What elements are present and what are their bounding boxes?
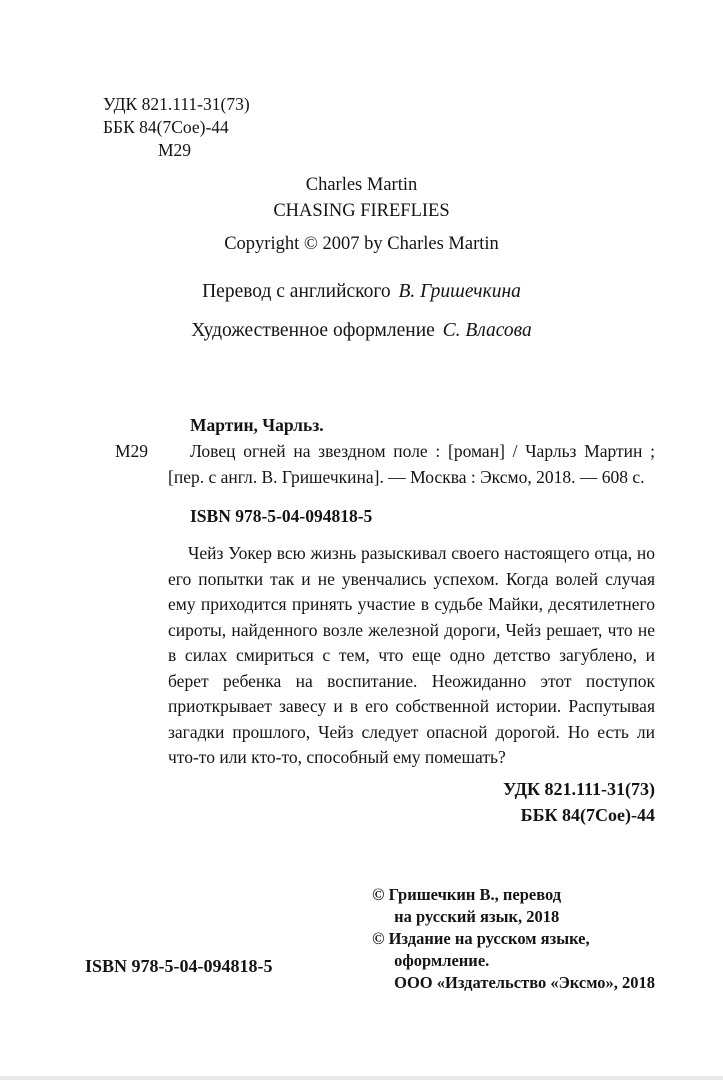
- catalog-entry: Ловец огней на звездном поле : [роман] / Чарльз Мартин ; [пер. с англ. В. Гришечкина]. — Москва : Эксмо, 2018. — 608 с.: [168, 441, 655, 487]
- annotation-paragraph: Чейз Уокер всю жизнь разыскивал своего настоящего отца, но его попытки так и не увенчались успехом. Когда волей случая ему приходится принять участие в судьбе Майки, десятилетнего сироты, найденного возле железной дороги, Чейз решает, что не в силах смириться с тем, что еще одно детство загублено, и берет ребенка на воспитание. Неожиданно этот поступок приоткрывает завесу и в его собственной истории. Распутывая загадки прошлого, Чейз следует опасной дорогой. Но есть ли что-то или кто-то, способный ему помешать?: [168, 543, 655, 767]
- catalog-author-heading: Мартин, Чарльз.: [190, 415, 324, 435]
- rights-line: на русский язык, 2018: [394, 906, 560, 926]
- original-edition-block: [0, 172, 723, 257]
- bbk-code-top: ББК 84(7Сое)-44: [103, 117, 229, 137]
- imprint-block: [85, 884, 655, 994]
- design-label: Художественное оформление: [191, 320, 435, 341]
- credits-block: [0, 279, 723, 344]
- page-bottom-edge: [0, 1076, 723, 1080]
- design-credit: [0, 318, 723, 344]
- isbn-bottom: ISBN 978-5-04-094818-5: [85, 955, 273, 976]
- udk-code-bottom: УДК 821.111-31(73): [503, 778, 655, 799]
- rights-line: © Издание на русском языке,: [372, 928, 590, 948]
- translation-credit: [0, 279, 723, 305]
- catalog-card: [115, 412, 655, 529]
- original-author: Charles Martin: [305, 175, 418, 195]
- bbk-code-bottom: ББК 84(7Сое)-44: [520, 804, 655, 825]
- rights-line: оформление.: [394, 950, 490, 970]
- author-sign-top: М29: [158, 140, 192, 160]
- isbn-catalog: ISBN 978-5-04-094818-5: [190, 506, 373, 526]
- rights-line: © Гришечкин В., перевод: [372, 884, 562, 904]
- rights-line: ООО «Издательство «Эксмо», 2018: [394, 972, 655, 992]
- top-codes-block: [103, 0, 723, 162]
- translator-name: В. Гришечкина: [398, 281, 521, 302]
- bottom-codes-block: [0, 776, 655, 828]
- author-sign-catalog: М29: [115, 441, 149, 461]
- rights-block: [372, 884, 655, 994]
- udk-code-top: УДК 821.111-31(73): [103, 94, 250, 114]
- original-copyright: Copyright © 2007 by Charles Martin: [224, 234, 499, 254]
- original-title: CHASING FIREFLIES: [273, 201, 450, 221]
- translation-label: Перевод с английского: [202, 281, 391, 302]
- designer-name: С. Власова: [442, 320, 532, 341]
